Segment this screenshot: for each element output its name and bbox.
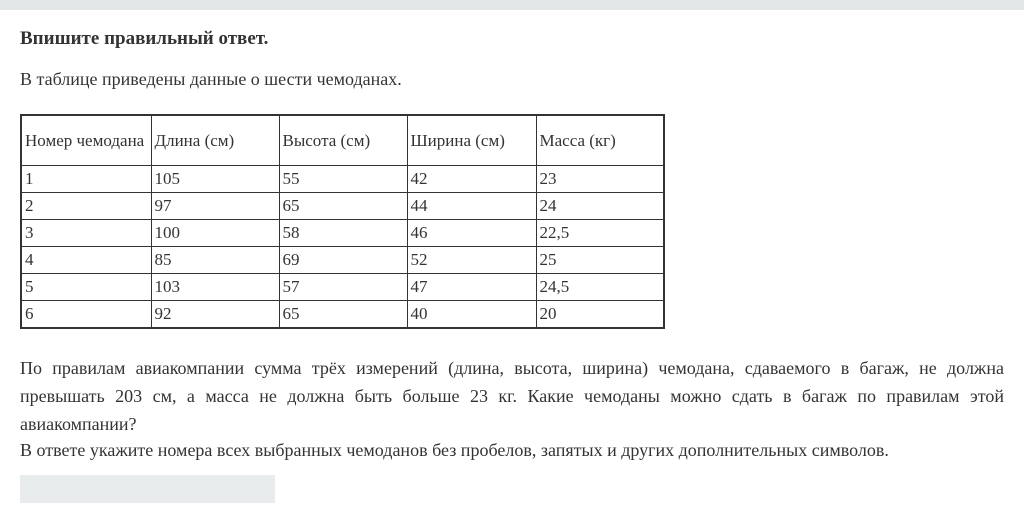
table-cell: 1 [21,165,151,192]
table-cell: 25 [536,246,664,273]
table-cell: 4 [21,246,151,273]
table-cell: 44 [407,192,536,219]
answer-input[interactable] [20,475,275,503]
table-cell: 22,5 [536,219,664,246]
suitcase-table [20,114,665,329]
table-cell: 46 [407,219,536,246]
table-header-row [21,115,664,165]
table-cell: 24,5 [536,273,664,300]
table-cell: 57 [279,273,407,300]
table-row [21,246,664,273]
table-cell: 3 [21,219,151,246]
table-cell: 92 [151,300,279,328]
question-text: По правилам авиакомпании сумма трёх измерений (длина, высота, ширина) чемодана, сдаваемого в багаж, не должна превышать 203 см, а масса не должна быть больше 23 кг. Какие чемоданы можно сдать в багаж по правилам этой авиакомпании? [20,357,1004,434]
table-cell: 47 [407,273,536,300]
table-cell: 65 [279,300,407,328]
task-content [0,10,1024,503]
table-row [21,219,664,246]
table-cell: 85 [151,246,279,273]
table-cell: 65 [279,192,407,219]
table-cell: 58 [279,219,407,246]
table-cell: 42 [407,165,536,192]
answer-format-instruction: В ответе укажите номера всех выбранных чемоданов без пробелов, запятых и других дополнительных символов. [20,439,889,460]
table-cell: 100 [151,219,279,246]
table-cell: 97 [151,192,279,219]
header-cell-mass: Масса (кг) [536,115,664,165]
table-cell: 40 [407,300,536,328]
table-cell: 6 [21,300,151,328]
table-cell: 103 [151,273,279,300]
table-cell: 69 [279,246,407,273]
table-cell: 20 [536,300,664,328]
header-cell-width: Ширина (см) [407,115,536,165]
header-cell-length: Длина (см) [151,115,279,165]
header-cell-height: Высота (см) [279,115,407,165]
top-divider-bar [0,0,1024,10]
table-cell: 55 [279,165,407,192]
table-cell: 2 [21,192,151,219]
table-cell: 24 [536,192,664,219]
table-row [21,165,664,192]
intro-text: В таблице приведены данные о шести чемоданах. [20,69,402,89]
task-title: Впишите правильный ответ. [20,28,269,49]
table-cell: 5 [21,273,151,300]
header-cell-number: Номер чемодана [21,115,151,165]
table-cell: 105 [151,165,279,192]
table-row [21,300,664,328]
table-row [21,192,664,219]
table-cell: 52 [407,246,536,273]
table-cell: 23 [536,165,664,192]
table-row [21,273,664,300]
